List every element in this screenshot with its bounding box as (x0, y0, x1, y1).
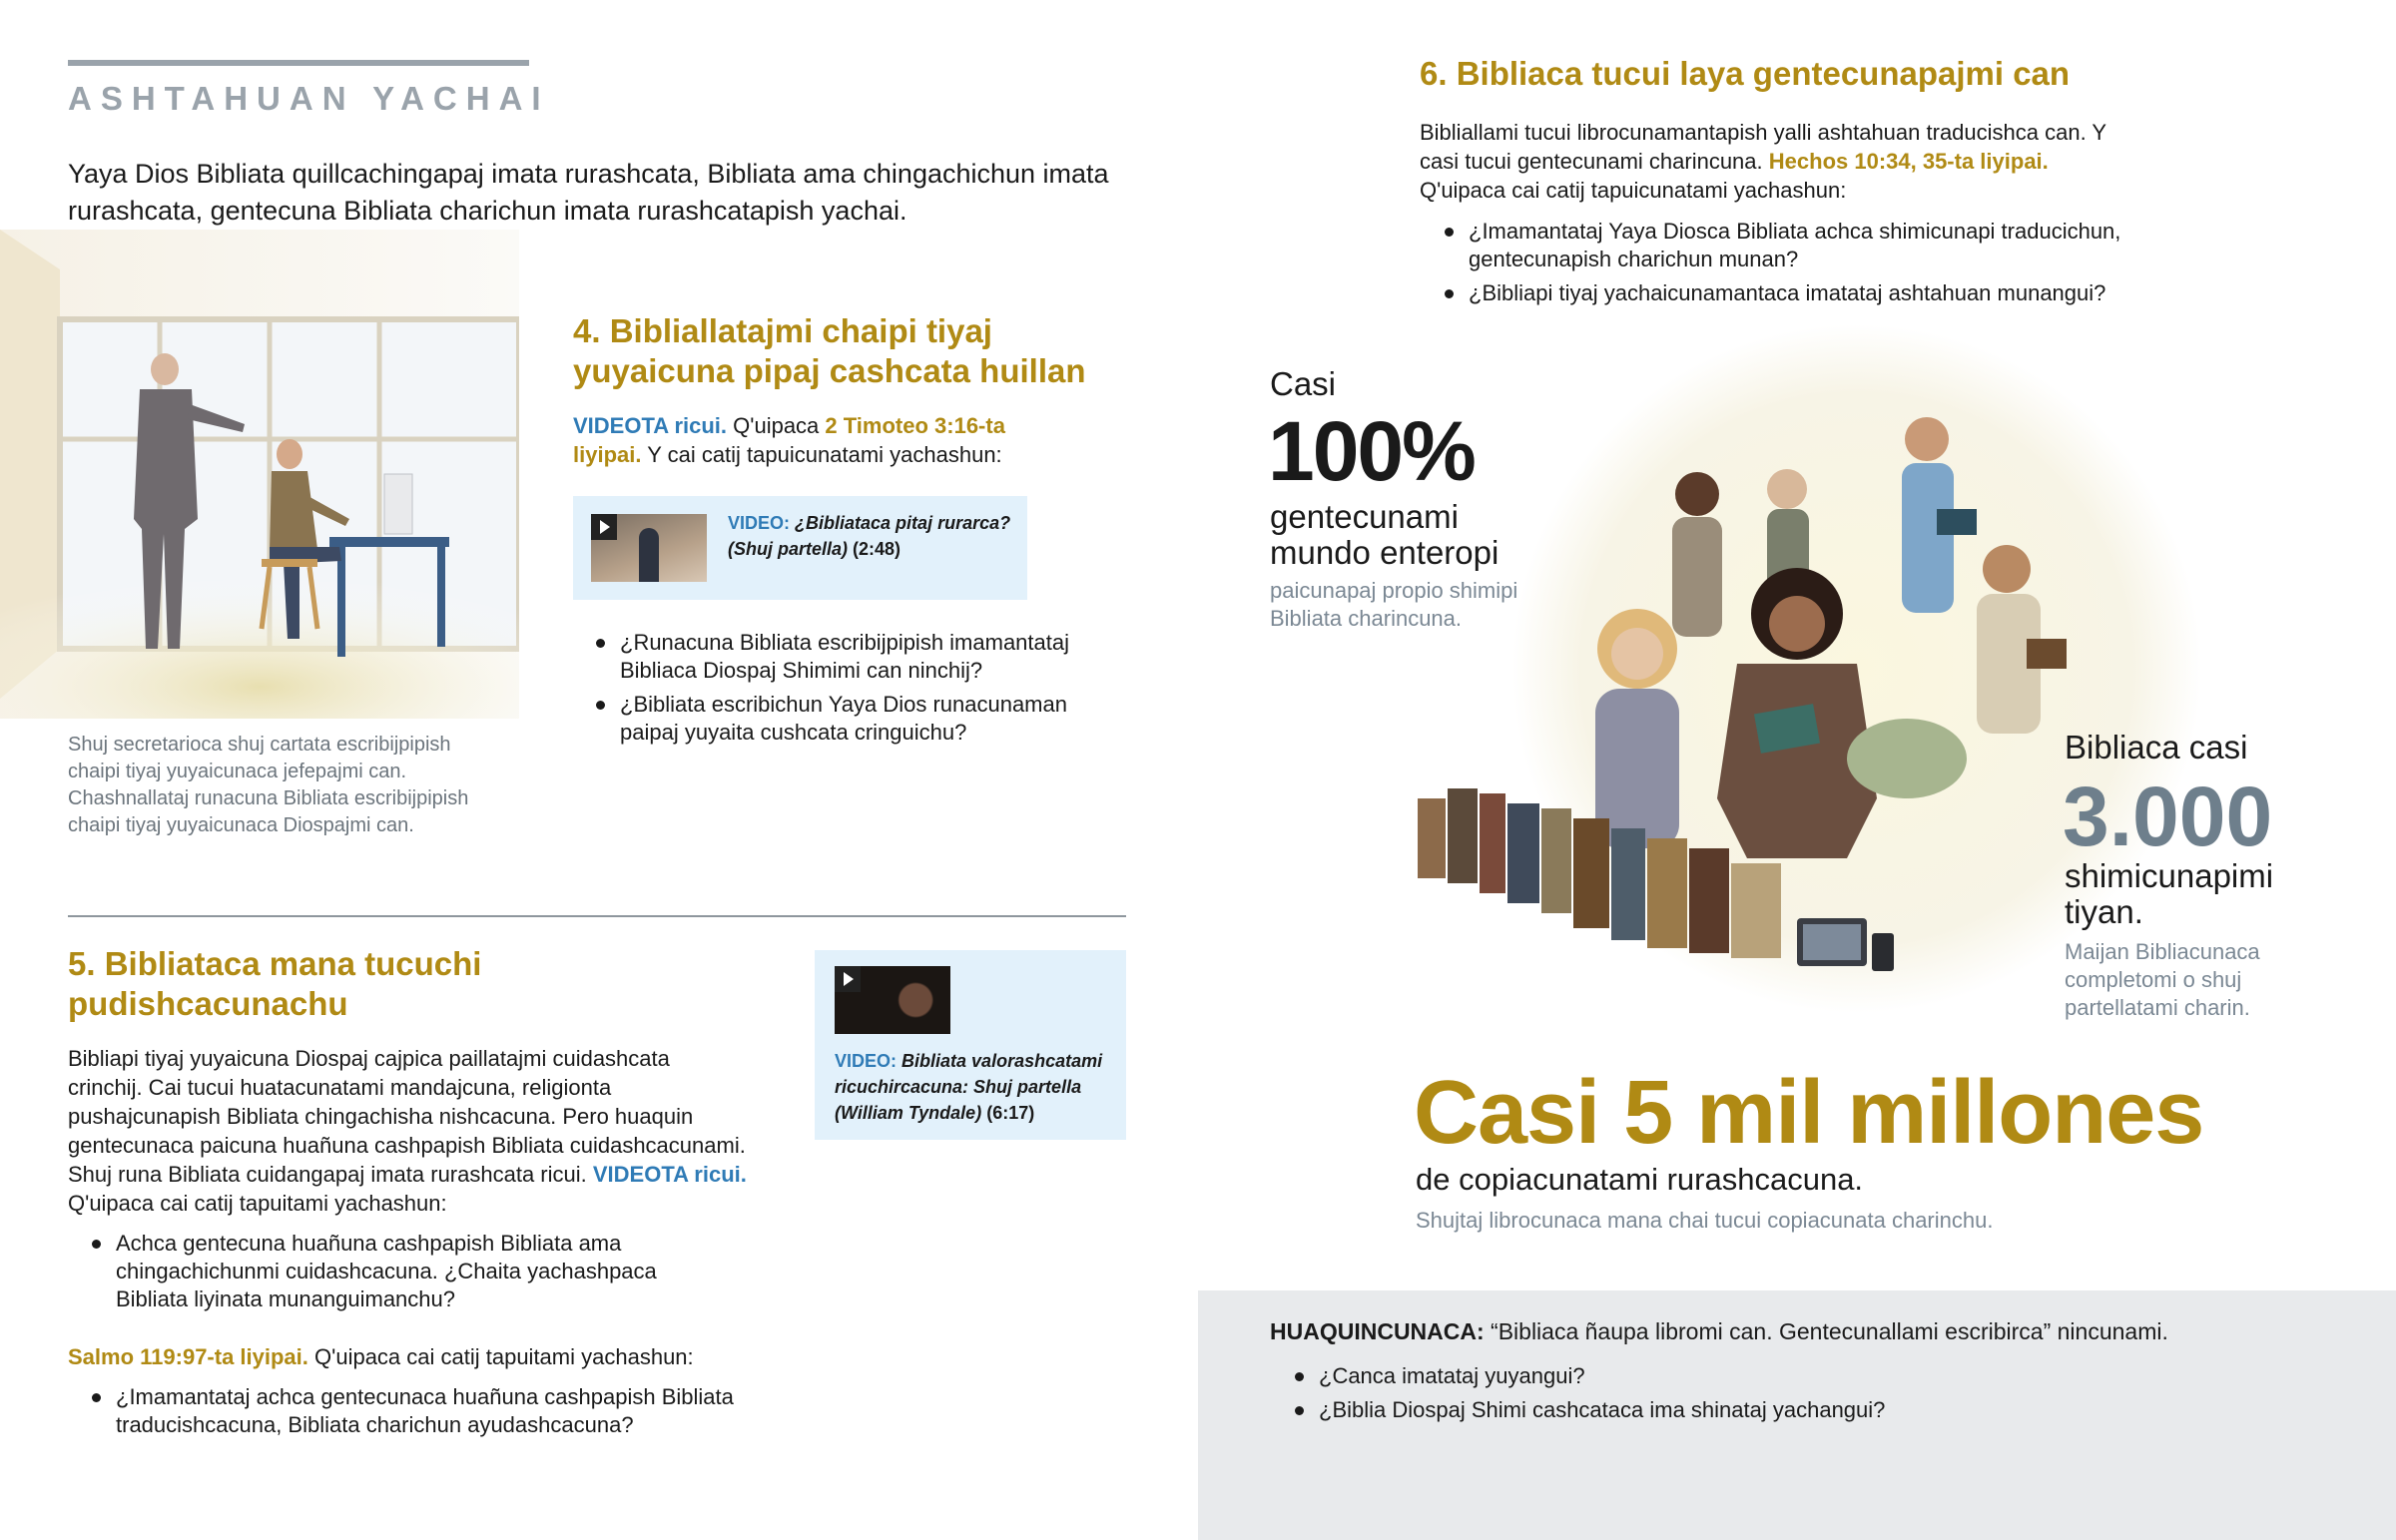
list-item: ¿Bibliapi tiyaj yachaicunamantaca imatataj ashtahuan munangui? (1443, 279, 2201, 307)
stat-1-value: 100% (1268, 404, 1475, 498)
video-caption (728, 510, 1017, 562)
stat-3-note: Shujtaj librocunaca mana chai tucui copiacunata charinchu. (1416, 1208, 1994, 1233)
instruction-text: Q'uipaca cai catij tapuitami yachashun: (307, 1344, 694, 1369)
play-icon[interactable] (835, 966, 861, 992)
video-prefix: VIDEO: (728, 513, 791, 533)
video-title: ¿Bibliataca pitaj rurarca? (Shuj partella) (728, 513, 1011, 559)
paragraph-text: Bibliallami tucui librocunamantapish yalli ashtahuan traducishca can. Y casi tucui gentecunami charincuna. (1420, 120, 2106, 174)
section-6-title: 6. Bibliaca tucui laya gentecunapajmi can (1420, 55, 2071, 92)
section-5-instructions-2 (68, 1342, 767, 1371)
list-item: ¿Biblia Diospaj Shimi cashcataca ima shinataj yachangui? (1293, 1396, 2291, 1424)
section-4-questions (594, 629, 1113, 753)
objection-label: HUAQUINCUNACA: (1270, 1318, 1485, 1344)
section-4-title: 4. Bibliallatajmi chaipi tiyaj yuyaicuna pipaj cashcata huillan (573, 312, 1086, 389)
objection-questions (1293, 1362, 2291, 1430)
paragraph-text: Bibliapi tiyaj yuyaicuna Diospaj cajpica paillatajmi cuidashcata crinchij. Cai tucui huatacunatami mandajcuna, religionta pushajcunapish Bibliata chingachisha nishcacuna. Pero huaquin gentecunaca paicuna huañuna cashpapish Bibliata cuidashcacunami. Shuj runa Bibliata cuidangapaj imata rurashcata ricui. (68, 1046, 746, 1187)
stat-2-pre: Bibliaca casi (2065, 729, 2248, 766)
video-title: Bibliata valorashcatami ricuchircacuna: Shuj partella (835, 1051, 1103, 1097)
list-item: ¿Runacuna Bibliata escribijpipish imamantataj Bibliaca Diospaj Shimimi can ninchij? (594, 629, 1113, 685)
list-item: ¿Imamantataj Yaya Diosca Bibliata achca shimicunapi traducichun, gentecunapish charichun munan? (1443, 218, 2201, 273)
section-6-paragraph (1420, 118, 2138, 205)
section-4-instructions (573, 411, 1072, 469)
office-illustration (0, 230, 519, 719)
section-5-questions-1 (90, 1230, 719, 1319)
video-link[interactable]: VIDEOTA ricui. (592, 1162, 747, 1187)
video-duration: (6:17) (986, 1103, 1035, 1123)
objections-panel (1198, 1290, 2396, 1540)
instruction-text: Y cai catij tapuicunatami yachashun: (641, 442, 1002, 467)
stat-2-label: shimicunapimi tiyan. (2065, 857, 2274, 930)
video-title-part: (William Tyndale) (835, 1103, 982, 1123)
play-icon[interactable] (591, 514, 617, 540)
stat-3-value: Casi 5 mil millones (1414, 1063, 2204, 1163)
stat-1-label: gentecunami mundo enteropi (1270, 498, 1499, 571)
video-caption (835, 1048, 1119, 1126)
video-duration: (2:48) (853, 539, 901, 559)
scripture-link[interactable]: Salmo 119:97-ta liyipai. (68, 1344, 308, 1369)
instruction-text: Q'uipaca (727, 413, 826, 438)
objection-quote: “Bibliaca ñaupa libromi can. Gentecunallami escribirca” nincunami. (1484, 1318, 2168, 1344)
stat-1-note: paicunapaj propio shimipi Bibliata charincuna. (1270, 578, 1518, 631)
video-thumbnail[interactable] (591, 514, 707, 582)
instruction-text: Q'uipaca cai catij tapuitami yachashun: (68, 1191, 447, 1216)
stat-1-pre: Casi (1270, 365, 1337, 402)
stat-3-label: de copiacunatami rurashcacuna. (1416, 1162, 1864, 1197)
section-5-title: 5. Bibliataca mana tucuchi pudishcacunachu (68, 945, 482, 1022)
video-card[interactable] (815, 950, 1126, 1140)
video-card[interactable] (573, 496, 1027, 600)
scripture-link[interactable]: 2 Timoteo 3:16-ta liyipai. (573, 413, 1005, 467)
list-item: Achca gentecuna huañuna cashpapish Bibliata ama chingachichunmi cuidashcacuna. ¿Chaita yachashpaca Bibliata liyinata munanguimanchu? (90, 1230, 719, 1313)
instruction-text: Q'uipaca cai catij tapuicunatami yachashun: (1420, 178, 1847, 203)
stat-2-value: 3.000 (2063, 770, 2273, 863)
kicker: ASHTAHUAN YACHAI (68, 80, 550, 117)
video-thumbnail[interactable] (835, 966, 950, 1034)
list-item: ¿Imamantataj achca gentecunaca huañuna cashpapish Bibliata traducishcacuna, Bibliata charichun ayudashcacuna? (90, 1383, 769, 1439)
video-link[interactable]: VIDEOTA ricui. (573, 413, 728, 438)
intro-text: Yaya Dios Bibliata quillcachingapaj imata rurashcata, Bibliata ama chingachichun imata rurashcata, gentecuna Bibliata charichun imata rurashcatapish yachai. (68, 159, 1109, 226)
section-divider (68, 915, 1126, 917)
list-item: ¿Bibliata escribichun Yaya Dios runacunaman paipaj yuyaita cushcata cringuichu? (594, 691, 1113, 747)
figure-caption: Shuj secretarioca shuj cartata escribijpipish chaipi tiyaj yuyaicunaca jefepajmi can. Chashnallataj runacuna Bibliata escribijpipish chaipi tiyaj yuyaicunaca Diospajmi can. (68, 734, 469, 836)
section-5-paragraph (68, 1044, 747, 1218)
stat-2-note: Maijan Bibliacunaca completomi o shuj partellatami charin. (2065, 939, 2260, 1020)
list-item: ¿Canca imatataj yuyangui? (1293, 1362, 2291, 1390)
video-prefix: VIDEO: (835, 1051, 898, 1071)
presenter-figure (639, 528, 659, 582)
section-5-questions-2 (90, 1383, 769, 1445)
top-rule (68, 60, 529, 66)
scripture-link[interactable]: Hechos 10:34, 35-ta liyipai. (1768, 149, 2049, 174)
section-6-questions (1443, 218, 2201, 313)
objection-statement (1270, 1316, 2368, 1346)
